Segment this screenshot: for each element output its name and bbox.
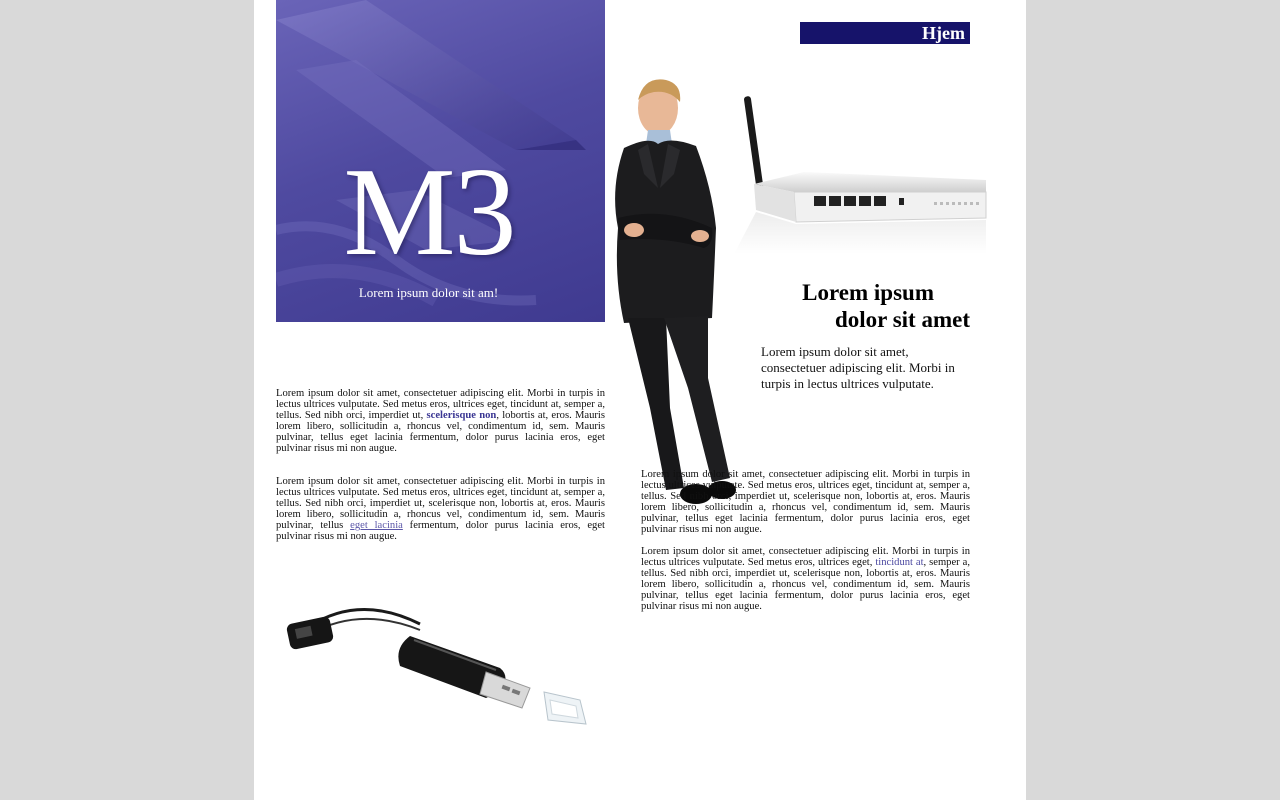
paragraph-text: fermentum, dolor purus lacinia eros, eget pulvinar risus mi non augue. <box>276 520 605 542</box>
paragraph-text: , semper a, tellus. Sed nibh orci, imperdiet ut, scelerisque non, lobortis at, eros. Mauris lorem libero, sollicitudin a, rhoncus vel, condimentum id, sem. Mauris pulvinar, tellus eget lacinia fermentum, dolor purus lacinia eros, eget pulvinar risus mi non augue. <box>641 557 970 612</box>
paragraph-text: Lorem ipsum dolor sit amet, consectetuer adipiscing elit. Morbi in turpis in lectus ultrices vulputate. Sed metus eros, ultrices eget, tincidunt at, semper a, tellus. Sed nibh orci, imperdiet ut, <box>276 388 605 421</box>
usb-stick-image <box>280 596 600 736</box>
nav-home-button[interactable] <box>800 22 970 44</box>
paragraph-text: Lorem ipsum dolor sit amet, consectetuer adipiscing elit. Morbi in turpis in lectus ultrices vulputate. Sed metus eros, ultrices eget, tincidunt at, semper a, tellus. Sed nibh orci, imperdiet ut, scelerisque non, lobortis at, eros. Mauris lorem libero, sollicitudin a, rhoncus vel, condimentum id, sem. Mauris pulvinar, tellus <box>276 476 605 531</box>
link-eget-lacinia[interactable]: eget lacinia <box>350 520 403 531</box>
link-tincidunt-at[interactable]: tincidunt at <box>875 557 924 568</box>
paragraph-text: Lorem ipsum dolor sit amet, consectetuer adipiscing elit. Morbi in turpis in lectus ultrices vulputate. Sed metus eros, ultrices eget, <box>641 546 970 568</box>
right-paragraph-2 <box>641 546 970 612</box>
feature-heading-line1: Lorem ipsum <box>802 280 934 305</box>
nav-home-label: Hjem <box>922 23 965 43</box>
feature-intro: Lorem ipsum dolor sit amet, consectetuer adipiscing elit. Morbi in turpis in lectus ultrices vulputate. <box>761 344 955 391</box>
hero-title: M3 <box>343 143 515 282</box>
hero-banner <box>276 0 605 322</box>
page-container <box>254 0 1026 800</box>
feature-heading <box>734 279 970 333</box>
left-paragraph-1 <box>276 388 605 454</box>
link-scelerisque-non[interactable]: scelerisque non <box>426 410 497 421</box>
feature-heading-line2: dolor sit amet <box>834 307 970 332</box>
paragraph-text: , lobortis at, eros. Mauris lorem libero, sollicitudin a, rhoncus vel, condimentum id, sem. Mauris pulvinar, tellus eget lacinia fermentum, dolor purus lacinia eros, eget pulvinar risus mi non augue. <box>276 410 606 454</box>
router-image <box>734 92 990 254</box>
left-paragraph-2 <box>276 476 605 542</box>
hero-subtitle: Lorem ipsum dolor sit am! <box>358 285 499 300</box>
businessman-image <box>604 78 744 518</box>
right-paragraph-1: Lorem ipsum dolor sit amet, consectetuer adipiscing elit. Morbi in turpis in lectus ultrices vulputate. Sed metus eros, ultrices eget, tincidunt at, semper a, tellus. Sed nibh orci, imperdiet ut, scelerisque non, lobortis at, eros. Mauris lorem libero, sollicitudin a, rhoncus vel, condimentum id, sem. Mauris pulvinar, tellus eget lacinia fermentum, dolor purus lacinia eros, eget pulvinar risus mi non augue. <box>641 469 970 535</box>
